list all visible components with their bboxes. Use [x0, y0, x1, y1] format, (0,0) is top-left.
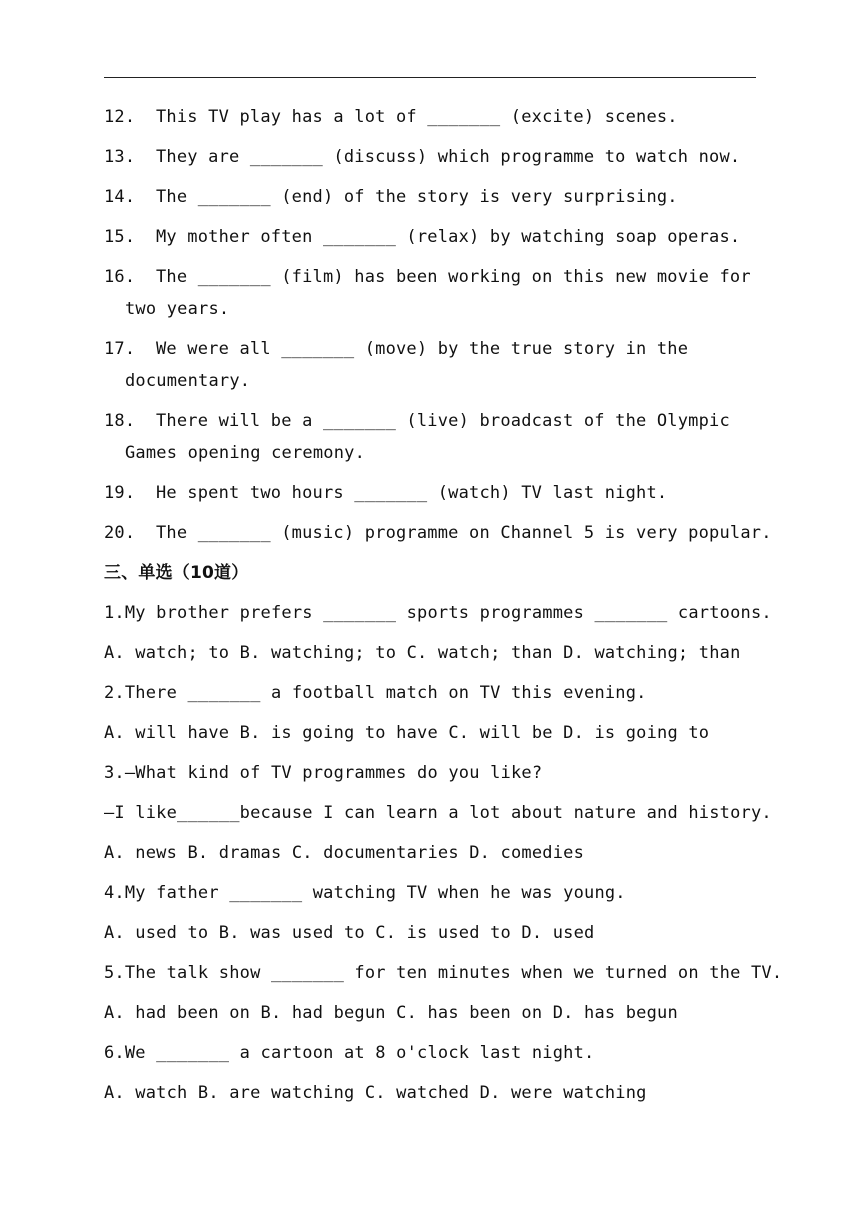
- fill-item-12: [104, 105, 678, 129]
- item-text: The _______ (end) of the story is very surprising.: [156, 187, 678, 207]
- item-text: They are _______ (discuss) which programme to watch now.: [156, 147, 741, 167]
- question-1-options: A. watch; to B. watching; to C. watch; than D. watching; than: [104, 643, 741, 663]
- fill-item-13: [104, 145, 740, 169]
- item-number: 14.: [104, 187, 136, 207]
- question-2-options: A. will have B. is going to have C. will be D. is going to: [104, 723, 710, 743]
- question-2-stem: 2.There _______ a football match on TV this evening.: [104, 683, 647, 703]
- question-1-stem: 1.My brother prefers _______ sports programmes _______ cartoons.: [104, 603, 772, 623]
- question-6-stem: 6.We _______ a cartoon at 8 o'clock last night.: [104, 1043, 595, 1063]
- fill-item-16-continuation: two years.: [125, 299, 230, 319]
- item-number: 17.: [104, 339, 136, 359]
- question-3-stem-reply: —I like______because I can learn a lot about nature and history.: [104, 803, 772, 823]
- fill-item-20: [104, 521, 772, 545]
- item-text: The _______ (music) programme on Channel 5 is very popular.: [156, 523, 772, 543]
- fill-item-17: [104, 337, 688, 361]
- item-number: 16.: [104, 267, 136, 287]
- question-5-options: A. had been on B. had begun C. has been on D. has begun: [104, 1003, 678, 1023]
- fill-item-18-continuation: Games opening ceremony.: [125, 443, 366, 463]
- fill-item-19: [104, 481, 667, 505]
- fill-item-16: [104, 265, 751, 289]
- fill-item-17-continuation: documentary.: [125, 371, 251, 391]
- item-text: The _______ (film) has been working on this new movie for: [156, 267, 751, 287]
- item-text: This TV play has a lot of _______ (excite) scenes.: [156, 107, 678, 127]
- item-number: 12.: [104, 107, 136, 127]
- item-text: There will be a _______ (live) broadcast of the Olympic: [156, 411, 730, 431]
- question-5-stem: 5.The talk show _______ for ten minutes when we turned on the TV.: [104, 963, 783, 983]
- fill-item-15: [104, 225, 740, 249]
- fill-item-14: [104, 185, 678, 209]
- question-4-stem: 4.My father _______ watching TV when he was young.: [104, 883, 626, 903]
- section-heading: 三、单选（10道）: [104, 563, 249, 583]
- question-4-options: A. used to B. was used to C. is used to D. used: [104, 923, 595, 943]
- item-text: We were all _______ (move) by the true story in the: [156, 339, 689, 359]
- question-6-options: A. watch B. are watching C. watched D. were watching: [104, 1083, 647, 1103]
- item-text: He spent two hours _______ (watch) TV last night.: [156, 483, 668, 503]
- item-number: 18.: [104, 411, 136, 431]
- item-number: 13.: [104, 147, 136, 167]
- header-rule: [104, 77, 756, 78]
- item-number: 15.: [104, 227, 136, 247]
- question-3-options: A. news B. dramas C. documentaries D. comedies: [104, 843, 585, 863]
- item-number: 20.: [104, 523, 136, 543]
- item-text: My mother often _______ (relax) by watching soap operas.: [156, 227, 741, 247]
- question-3-stem: 3.—What kind of TV programmes do you like?: [104, 763, 543, 783]
- item-number: 19.: [104, 483, 136, 503]
- fill-item-18: [104, 409, 730, 433]
